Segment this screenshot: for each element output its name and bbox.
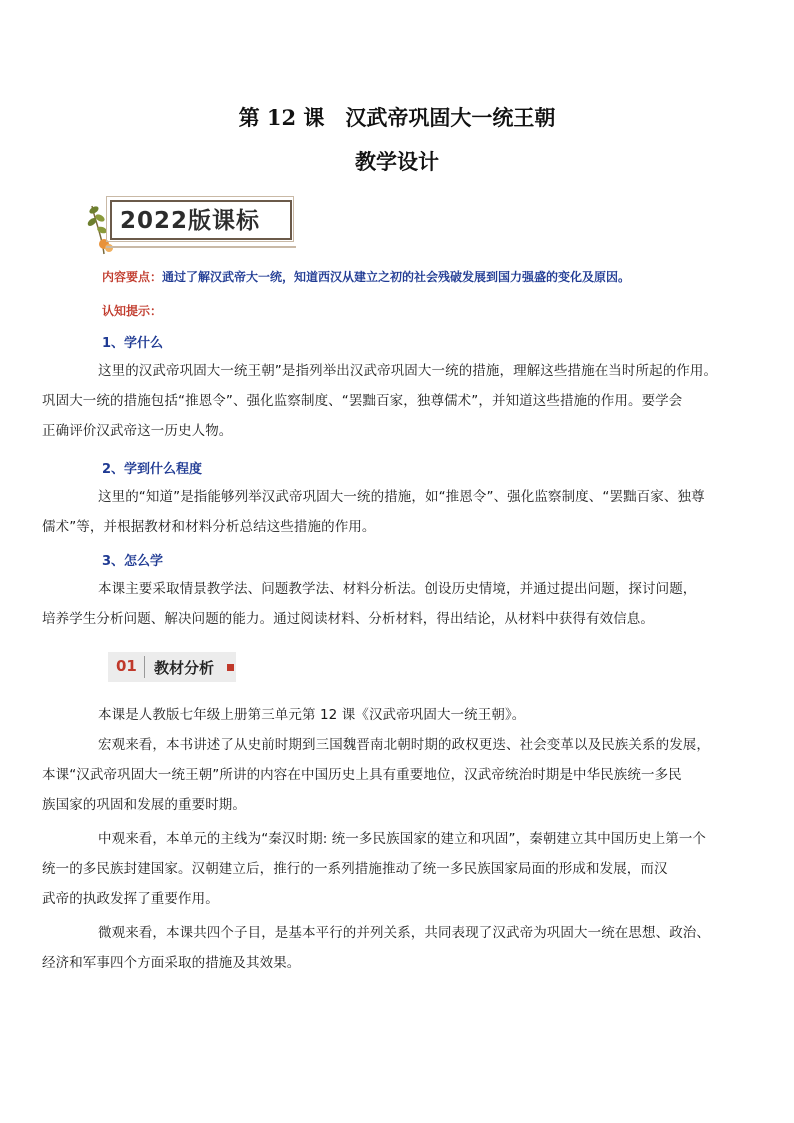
text-line: 这里的“知道”是指能够列举汉武帝巩固大一统的措施，如“推恩令”、强化监察制度、“罢黜百家、独尊 (98, 489, 705, 505)
paragraph-analysis-intro (70, 700, 730, 730)
heading-learn-how: 3、怎么学 (102, 554, 164, 569)
heading-learn-degree: 2、学到什么程度 (102, 462, 203, 477)
lesson-subtitle: 教学设计 (355, 149, 439, 174)
section-number: 01 (116, 657, 137, 675)
content-requirement (102, 268, 630, 285)
heading-learn-what: 1、学什么 (102, 336, 164, 351)
cognitive-hint-label: 认知提示： (102, 304, 163, 318)
text-line: 宏观来看，本书讲述了从史前时期到三国魏晋南北朝时期的政权更迭、社会变革以及民族关系的发展， (98, 737, 710, 753)
red-square-icon (227, 664, 234, 671)
lesson-title: 第 12 课 汉武帝巩固大一统王朝 (238, 105, 556, 130)
curriculum-banner (84, 196, 304, 258)
requirement-text: 通过了解汉武帝大一统，知道西汉从建立之初的社会残破发展到国力强盛的变化及原因。 (162, 270, 631, 284)
text-line: 培养学生分析问题、解决问题的能力。通过阅读材料、分析材料，得出结论，从材料中获得有效信息。 (42, 611, 654, 627)
text-line: 这里的汉武帝巩固大一统王朝”是指列举出汉武帝巩固大一统的措施，理解这些措施在当时所起的作用。 (98, 363, 718, 379)
text-line: 本课“汉武帝巩固大一统王朝”所讲的内容在中国历史上具有重要地位，汉武帝统治时期是中华民族统一多民 (42, 767, 682, 783)
paragraph-analysis-macro (42, 730, 730, 820)
text-line: 微观来看，本课共四个子目，是基本平行的并列关系，共同表现了汉武帝为巩固大一统在思想、政治、 (98, 925, 710, 941)
paragraph-learn-what (42, 356, 730, 446)
section-header-textbook-analysis (108, 652, 236, 682)
paragraph-learn-degree (42, 482, 730, 542)
paragraph-learn-how (42, 574, 730, 634)
text-line: 儒术”等，并根据教材和材料分析总结这些措施的作用。 (42, 519, 376, 535)
text-line: 正确评价汉武帝这一历史人物。 (42, 423, 233, 439)
paragraph-analysis-micro (42, 918, 730, 978)
section-title: 教材分析 (154, 659, 215, 677)
text-line: 中观来看，本单元的主线为“秦汉时期: 统一多民族国家的建立和巩固”，秦朝建立其中国历史上第一个 (98, 831, 707, 847)
text-line: 武帝的执政发挥了重要作用。 (42, 891, 219, 907)
requirement-label: 内容要点： (102, 270, 163, 284)
banner-rule (106, 246, 296, 248)
text-line: 本课是人教版七年级上册第三单元第 12 课《汉武帝巩固大一统王朝》。 (98, 707, 526, 723)
section-divider (144, 656, 145, 678)
text-line: 经济和军事四个方面采取的措施及其效果。 (42, 955, 301, 971)
paragraph-analysis-meso (42, 824, 730, 914)
text-line: 族国家的巩固和发展的重要时期。 (42, 797, 246, 813)
banner-label: 2022版课标 (120, 208, 261, 234)
text-line: 统一的多民族封建国家。汉朝建立后，推行的一系列措施推动了统一多民族国家局面的形成和发展，而汉 (42, 861, 668, 877)
text-line: 巩固大一统的措施包括“推恩令”、强化监察制度、“罢黜百家，独尊儒术”，并知道这些措施的作用。要学会 (42, 393, 683, 409)
text-line: 本课主要采取情景教学法、问题教学法、材料分析法。创设历史情境，并通过提出问题，探讨问题， (98, 581, 697, 597)
